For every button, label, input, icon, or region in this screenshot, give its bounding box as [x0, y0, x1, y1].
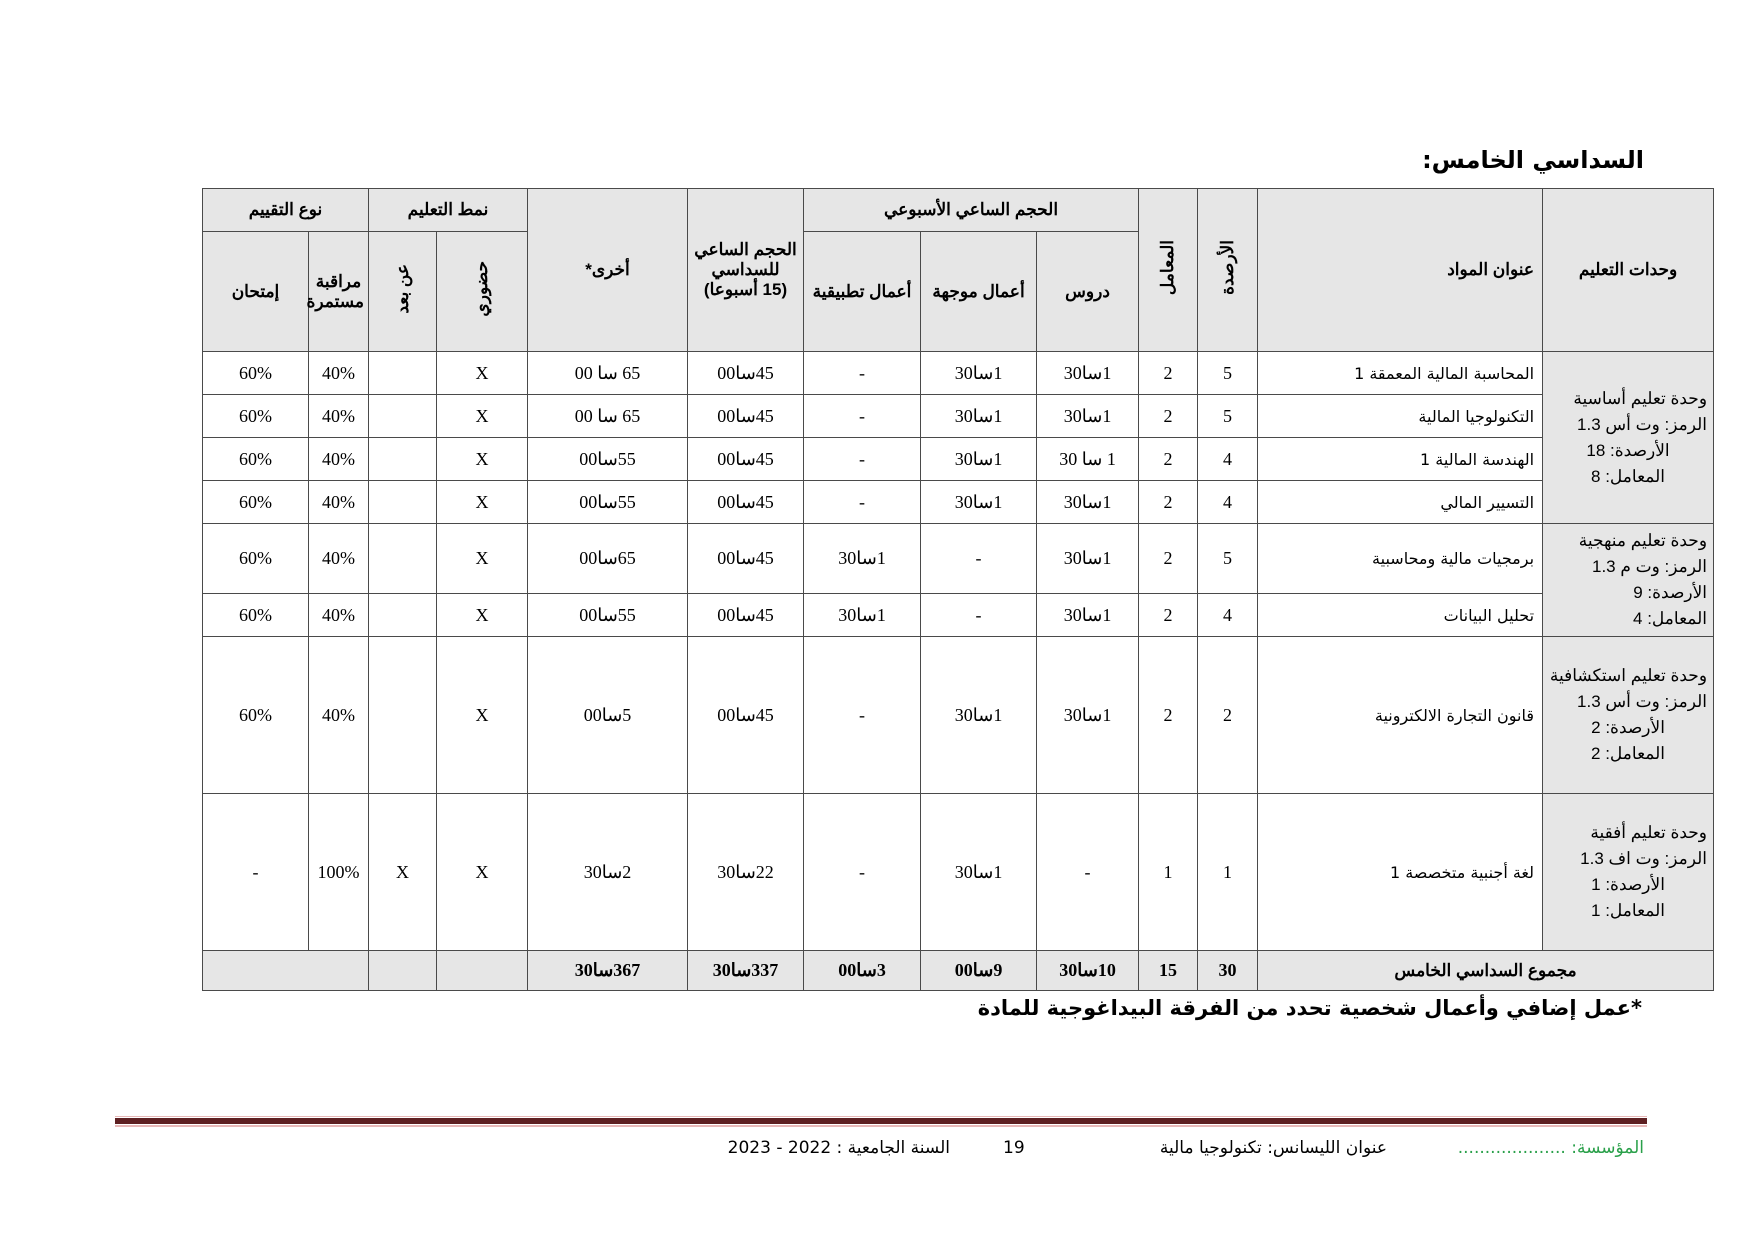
header-in-person — [437, 232, 528, 352]
unit-name: وحدة تعليم منهجية — [1578, 531, 1708, 550]
practicals-cell: 1سا30 — [804, 594, 921, 637]
coef-cell: 2 — [1139, 481, 1198, 524]
footer-academic-year: السنة الجامعية : 2022 - 2023 — [727, 1138, 950, 1158]
subject-cell: تحليل البيانات — [1258, 594, 1543, 637]
unit-cell-fundamental — [1543, 352, 1714, 524]
lectures-cell: 1سا30 — [1037, 637, 1139, 794]
header-practicals: أعمال تطبيقية — [804, 232, 921, 352]
credits-cell: 4 — [1198, 481, 1258, 524]
footer-institution: المؤسسة: .................... — [1457, 1138, 1644, 1158]
unit-code: الرمز: وت اف 1.3 — [1580, 849, 1708, 868]
unit-name: وحدة تعليم أفقية — [1590, 823, 1708, 842]
footer-page-number: 19 — [1003, 1138, 1025, 1158]
table-row — [144, 352, 1714, 395]
semester-hours-cell: 45سا00 — [688, 594, 804, 637]
total-row — [144, 951, 1714, 991]
remote-cell — [369, 395, 437, 438]
coef-cell: 2 — [1139, 637, 1198, 794]
subject-cell: التكنولوجيا المالية — [1258, 395, 1543, 438]
continuous-cell: 40% — [309, 438, 369, 481]
exam-cell: 60% — [203, 637, 309, 794]
credits-cell: 4 — [1198, 438, 1258, 481]
in-person-cell: X — [437, 438, 528, 481]
total-coef: 15 — [1139, 951, 1198, 991]
other-cell: 55سا00 — [528, 481, 688, 524]
unit-credits: الأرصدة: 1 — [1591, 875, 1665, 894]
header-weekly-hours: الحجم الساعي الأسبوعي — [804, 189, 1139, 232]
exam-cell: 60% — [203, 481, 309, 524]
coef-cell: 2 — [1139, 524, 1198, 594]
lectures-cell: 1سا30 — [1037, 594, 1139, 637]
unit-cell-transversal — [1543, 794, 1714, 951]
subject-cell: التسيير المالي — [1258, 481, 1543, 524]
other-cell: 5سا00 — [528, 637, 688, 794]
table-row — [144, 637, 1714, 794]
header-remote-label: عن بعد — [392, 264, 412, 314]
unit-credits: الأرصدة: 9 — [1633, 583, 1708, 602]
other-cell: 65سا00 — [528, 524, 688, 594]
coef-cell: 2 — [1139, 438, 1198, 481]
semester-hours-cell: 45سا00 — [688, 438, 804, 481]
other-cell: 55سا00 — [528, 438, 688, 481]
in-person-cell: X — [437, 395, 528, 438]
unit-code: الرمز: وت أس 1.3 — [1577, 414, 1708, 434]
in-person-cell: X — [437, 352, 528, 395]
footer-rule — [115, 1118, 1647, 1124]
unit-cell-discovery — [1543, 637, 1714, 794]
subject-cell: قانون التجارة الالكترونية — [1258, 637, 1543, 794]
practicals-cell: - — [804, 352, 921, 395]
header-credits-label: الأرصدة — [1217, 240, 1237, 295]
total-other: 367سا30 — [528, 951, 688, 991]
total-practicals: 3سا00 — [804, 951, 921, 991]
other-cell: 65 سا 00 — [528, 352, 688, 395]
header-assessment-type: نوع التقييم — [203, 189, 369, 232]
total-assessment — [203, 951, 369, 991]
subject-cell: برمجيات مالية ومحاسبية — [1258, 524, 1543, 594]
practicals-cell: - — [804, 481, 921, 524]
practicals-cell: - — [804, 395, 921, 438]
other-cell: 2سا30 — [528, 794, 688, 951]
unit-code: الرمز: وت م 1.3 — [1591, 557, 1708, 576]
coef-cell: 2 — [1139, 352, 1198, 395]
remote-cell — [369, 637, 437, 794]
footer-rule-bottom — [115, 1125, 1647, 1127]
tutorials-cell: 1سا30 — [921, 794, 1037, 951]
total-tutorials: 9سا00 — [921, 951, 1037, 991]
header-continuous-line2: مستمرة — [306, 291, 364, 311]
exam-cell: 60% — [203, 524, 309, 594]
table-row — [144, 438, 1714, 481]
in-person-cell: X — [437, 524, 528, 594]
continuous-cell: 100% — [309, 794, 369, 951]
credits-cell: 1 — [1198, 794, 1258, 951]
continuous-cell: 40% — [309, 481, 369, 524]
header-teaching-mode: نمط التعليم — [369, 189, 528, 232]
continuous-cell: 40% — [309, 594, 369, 637]
header-in-person-label: حضوري — [472, 261, 492, 317]
table-row — [144, 524, 1714, 594]
continuous-cell: 40% — [309, 395, 369, 438]
other-cell: 65 سا 00 — [528, 395, 688, 438]
table-row — [144, 481, 1714, 524]
semester-hours-cell: 45سا00 — [688, 637, 804, 794]
coef-cell: 2 — [1139, 594, 1198, 637]
lectures-cell: - — [1037, 794, 1139, 951]
semester-hours-cell: 22سا30 — [688, 794, 804, 951]
remote-cell — [369, 352, 437, 395]
in-person-cell: X — [437, 594, 528, 637]
tutorials-cell: 1سا30 — [921, 438, 1037, 481]
unit-name: وحدة تعليم أساسية — [1573, 388, 1708, 408]
total-credits: 30 — [1198, 951, 1258, 991]
practicals-cell: - — [804, 637, 921, 794]
continuous-cell: 40% — [309, 352, 369, 395]
tutorials-cell: - — [921, 524, 1037, 594]
unit-coefficient: المعامل: 4 — [1633, 609, 1708, 628]
unit-credits: الأرصدة: 18 — [1586, 440, 1670, 460]
subject-cell: الهندسة المالية 1 — [1258, 438, 1543, 481]
header-credits — [1198, 189, 1258, 352]
unit-coefficient: المعامل: 2 — [1591, 744, 1666, 763]
remote-cell — [369, 524, 437, 594]
table-row — [144, 395, 1714, 438]
header-tutorials: أعمال موجهة — [921, 232, 1037, 352]
coef-cell: 1 — [1139, 794, 1198, 951]
remote-cell — [369, 594, 437, 637]
header-coefficient — [1139, 189, 1198, 352]
in-person-cell: X — [437, 794, 528, 951]
exam-cell: 60% — [203, 395, 309, 438]
header-remote — [369, 232, 437, 352]
header-continuous-line1: مراقبة — [315, 271, 362, 291]
unit-coefficient: المعامل: 1 — [1591, 901, 1666, 920]
credits-cell: 4 — [1198, 594, 1258, 637]
unit-credits: الأرصدة: 2 — [1591, 718, 1665, 737]
credits-cell: 2 — [1198, 637, 1258, 794]
semester-table — [143, 188, 1714, 991]
total-label: مجموع السداسي الخامس — [1258, 951, 1714, 991]
lectures-cell: 1 سا 30 — [1037, 438, 1139, 481]
header-continuous — [306, 232, 369, 352]
header-exam: إمتحان — [203, 232, 309, 352]
coef-cell: 2 — [1139, 395, 1198, 438]
header-subjects: عنوان المواد — [1258, 189, 1543, 352]
header-semester-hours-line3: (15 أسبوعا) — [703, 280, 788, 299]
tutorials-cell: - — [921, 594, 1037, 637]
practicals-cell: - — [804, 794, 921, 951]
semester-hours-cell: 45سا00 — [688, 481, 804, 524]
unit-cell-methodological — [1543, 524, 1714, 637]
in-person-cell: X — [437, 481, 528, 524]
credits-cell: 5 — [1198, 524, 1258, 594]
header-semester-hours — [688, 189, 804, 352]
page-title: السداسي الخامس: — [1422, 146, 1644, 174]
tutorials-cell: 1سا30 — [921, 637, 1037, 794]
continuous-cell: 40% — [309, 524, 369, 594]
tutorials-cell: 1سا30 — [921, 395, 1037, 438]
header-semester-hours-line2: للسداسي — [711, 260, 780, 279]
remote-cell — [369, 481, 437, 524]
semester-hours-cell: 45سا00 — [688, 352, 804, 395]
semester-hours-cell: 45سا00 — [688, 395, 804, 438]
subject-cell: لغة أجنبية متخصصة 1 — [1258, 794, 1543, 951]
subject-cell: المحاسبة المالية المعمقة 1 — [1258, 352, 1543, 395]
header-row-1 — [144, 189, 1714, 232]
exam-cell: 60% — [203, 352, 309, 395]
table-row — [144, 594, 1714, 637]
exam-cell: 60% — [203, 438, 309, 481]
lectures-cell: 1سا30 — [1037, 481, 1139, 524]
total-remote — [369, 951, 437, 991]
total-semester-hours: 337سا30 — [688, 951, 804, 991]
other-cell: 55سا00 — [528, 594, 688, 637]
header-semester-hours-line1: الحجم الساعي — [694, 240, 797, 259]
tutorials-cell: 1سا30 — [921, 481, 1037, 524]
continuous-cell: 40% — [309, 637, 369, 794]
exam-cell: - — [203, 794, 309, 951]
unit-coefficient: المعامل: 8 — [1591, 466, 1666, 486]
exam-cell: 60% — [203, 594, 309, 637]
footer-rule-top — [115, 1116, 1647, 1117]
remote-cell — [369, 438, 437, 481]
footer-license-title: عنوان الليسانس: تكنولوجيا مالية — [1159, 1138, 1387, 1158]
header-units: وحدات التعليم — [1543, 189, 1714, 352]
lectures-cell: 1سا30 — [1037, 524, 1139, 594]
credits-cell: 5 — [1198, 352, 1258, 395]
in-person-cell: X — [437, 637, 528, 794]
header-coefficient-label: المعامل — [1158, 239, 1178, 296]
header-other: أخرى* — [528, 189, 688, 352]
credits-cell: 5 — [1198, 395, 1258, 438]
footnote: *عمل إضافي وأعمال شخصية تحدد من الفرقة البيداغوجية للمادة — [977, 996, 1642, 1020]
header-lectures: دروس — [1037, 232, 1139, 352]
total-in-person — [437, 951, 528, 991]
remote-cell: X — [369, 794, 437, 951]
practicals-cell: 1سا30 — [804, 524, 921, 594]
total-lectures: 10سا30 — [1037, 951, 1139, 991]
unit-code: الرمز: وت أس 1.3 — [1577, 692, 1708, 711]
practicals-cell: - — [804, 438, 921, 481]
lectures-cell: 1سا30 — [1037, 352, 1139, 395]
unit-name: وحدة تعليم استكشافية — [1549, 666, 1708, 685]
tutorials-cell: 1سا30 — [921, 352, 1037, 395]
lectures-cell: 1سا30 — [1037, 395, 1139, 438]
semester-hours-cell: 45سا00 — [688, 524, 804, 594]
table-row — [144, 794, 1714, 951]
